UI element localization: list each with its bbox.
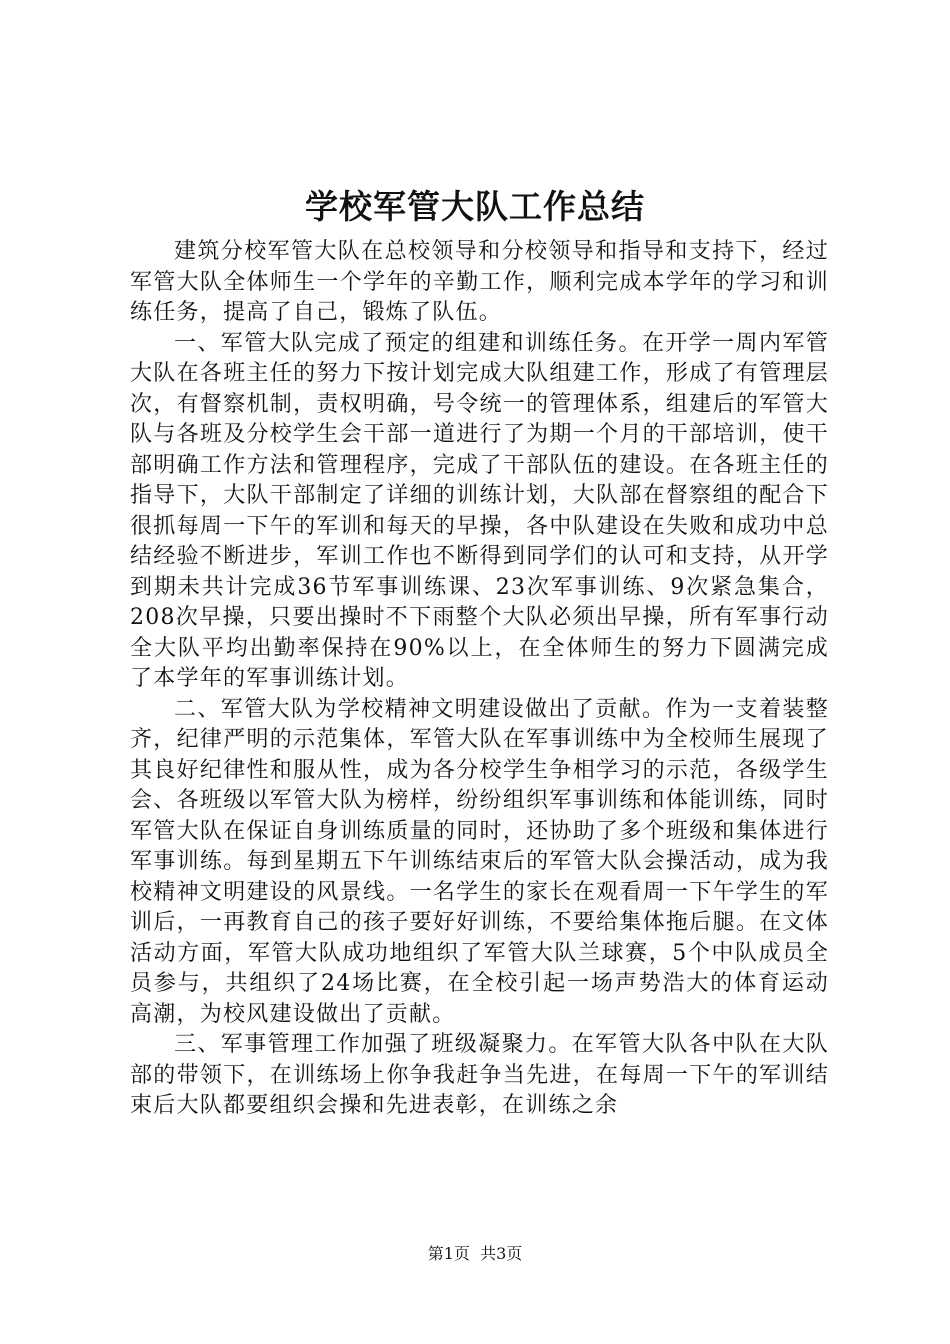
- paragraph-section-2: 二、军管大队为学校精神文明建设做出了贡献。作为一支着装整齐，纪律严明的示范集体，军管大队在军事训练中为全校师生展现了其良好纪律性和服从性，成为各分校学生争相学习的示范，各级学生会、各班级以军管大队为榜样，纷纷组织军事训练和体能训练，同时军管大队在保证自身训练质量的同时，还协助了多个班级和集体进行军事训练。每到星期五下午训练结束后的军管大队会操活动，成为我校精神文明建设的风景线。一名学生的家长在观看周一下午学生的军训后，一再教育自己的孩子要好好训练，不要给集体拖后腿。在文体活动方面，军管大队成功地组织了军管大队兰球赛，5个中队成员全员参与，共组织了24场比赛，在全校引起一场声势浩大的体育运动高潮，为校风建设做出了贡献。: [130, 696, 829, 1027]
- paragraph-section-1: 一、军管大队完成了预定的组建和训练任务。在开学一周内军管大队在各班主任的努力下按计划完成大队组建工作，形成了有管理层次，有督察机制，责权明确，号令统一的管理体系，组建后的军管大队与各班及分校学生会干部一道进行了为期一个月的干部培训，使干部明确工作方法和管理程序，完成了干部队伍的建设。在各班主任的指导下，大队干部制定了详细的训练计划，大队部在督察组的配合下很抓每周一下午的军训和每天的早操，各中队建设在失败和成功中总结经验不断进步，军训工作也不断得到同学们的认可和支持，从开学到期未共计完成36节军事训练课、23次军事训练、9次紧急集合，208次早操，只要出操时不下雨整个大队必须出早操，所有军事行动全大队平均出勤率保持在90%以上，在全体师生的努力下圆满完成了本学年的军事训练计划。: [130, 330, 829, 691]
- document-body: [130, 237, 829, 1122]
- page-number: 第1页: [427, 1244, 470, 1263]
- page-footer: [0, 1243, 950, 1265]
- footer-separator: [470, 1244, 480, 1263]
- document-title: 学校军管大队工作总结: [305, 187, 645, 226]
- page-total: 共3页: [480, 1244, 523, 1263]
- paragraph-intro: 建筑分校军管大队在总校领导和分校领导和指导和支持下，经过军管大队全体师生一个学年的辛勤工作，顺利完成本学年的学习和训练任务，提高了自己，锻炼了队伍。: [130, 239, 829, 325]
- paragraph-section-3: 三、军事管理工作加强了班级凝聚力。在军管大队各中队在大队部的带领下，在训练场上你争我赶争当先进，在每周一下午的军训结束后大队都要组织会操和先进表彰，在训练之余: [130, 1032, 829, 1118]
